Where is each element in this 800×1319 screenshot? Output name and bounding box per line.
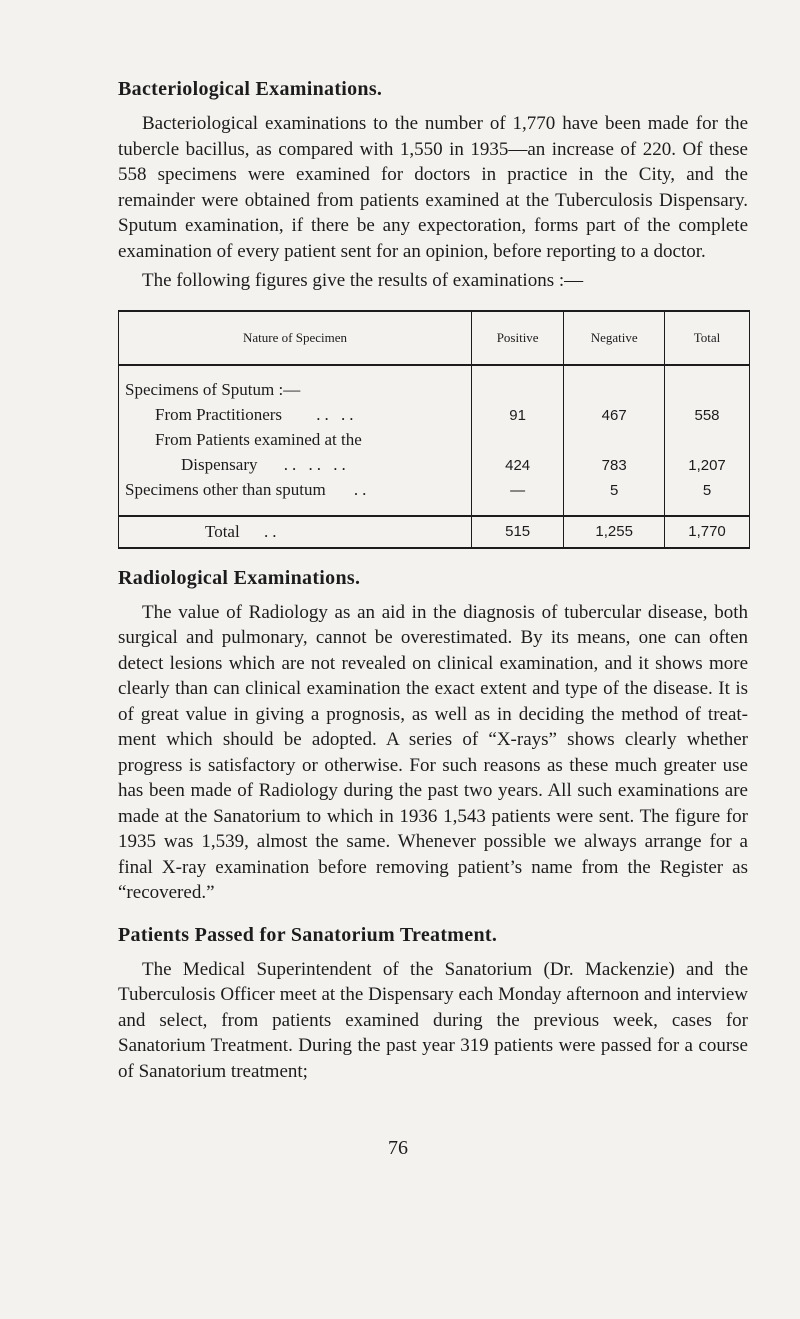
table-total-row: [119, 516, 750, 548]
row-label-dispensary: Dispensary: [181, 455, 258, 474]
table-row: [119, 453, 750, 478]
cell-negative: 5: [564, 478, 665, 516]
cell-negative: 783: [564, 453, 665, 478]
results-table: [118, 310, 750, 549]
table-row: [119, 428, 750, 453]
cell-total: 558: [665, 403, 750, 428]
paragraph-patients-passed: The Medical Superintendent of the Sanatorium (Dr. Mackenzie) and the Tuberculosis Officer meet at the Dispensary each Monday afternoon and interview and select, from patients examined during the previous week, cases for Sanatorium Treatment. During the past year 319 patients were passed for a course of Sanatorium treatment;: [118, 958, 748, 1082]
page-number: 76: [388, 1137, 408, 1159]
table-row: [119, 403, 750, 428]
heading-bacteriological: Bacteriological Examinations.: [118, 78, 383, 100]
cell-negative: 467: [564, 403, 665, 428]
row-label-patients-line1: From Patients examined at the: [155, 430, 362, 449]
cell-positive: —: [472, 478, 564, 516]
total-total: 1,770: [665, 516, 750, 548]
cell-positive: 91: [472, 403, 564, 428]
cell-total: 5: [665, 478, 750, 516]
header-total: Total: [665, 311, 750, 365]
heading-patients-passed: Patients Passed for Sanatorium Treatment.: [118, 923, 498, 946]
total-negative: 1,255: [564, 516, 665, 548]
group-label: Specimens of Sputum :—: [125, 380, 301, 399]
total-positive: 515: [472, 516, 564, 548]
table-row: [119, 478, 750, 516]
table-row: [119, 365, 750, 403]
row-label-practitioners: From Practitioners: [155, 405, 283, 424]
header-specimen: Nature of Specimen: [119, 311, 472, 365]
paragraph-figures-intro: The following figures give the results of examinations :—: [142, 270, 584, 291]
cell-total: 1,207: [665, 453, 750, 478]
header-negative: Negative: [564, 311, 665, 365]
total-label: Total: [205, 521, 240, 541]
header-positive: Positive: [472, 311, 564, 365]
row-label-other: Specimens other than sputum: [125, 480, 326, 499]
paragraph-bacteriological: Bacteriological examinations to the number of 1,770 have been made for the tubercle bacillus, as compared with 1,550 in 1935—an increase of 220. Of these 558 specimens were examined for doctors in practice in the City, and the remainder were obtained from patients examined at the Tuberculosis Dispensary. Sputum examination, if there be any expectoration, forms part of the complete examination of every patient sent for an opinion, before reporting to a doctor.: [118, 113, 748, 262]
leader-dots: ..: [353, 480, 371, 499]
leader-dots: ..: [263, 521, 281, 541]
page-content: [118, 78, 748, 1084]
leader-dots: .. .. ..: [283, 455, 350, 474]
cell-positive: 424: [472, 453, 564, 478]
heading-radiological: Radiological Examinations.: [118, 566, 361, 589]
leader-dots: .. ..: [316, 405, 358, 424]
table-header-row: [119, 311, 750, 365]
paragraph-radiological: The value of Radiology as an aid in the diagnosis of tubercular disease, both surgical and pulmonary, cannot be overestimated. By its means, one can often detect lesions which are not revealed on clinical examination, and it shows more clearly than can clinical examination the exact extent and type of the disease. It is of great value in giving a prognosis, as well as in deciding the method of treat- ment which should be adopted. A series of “X-rays” shows clearly whether progress is satisfactory or otherwise. For such reasons as these much greater use has been made of Radiology during the past two years. All such examinations are made at the Sanatorium to which in 1936 1,543 patients were sent. The figure for 1935 was 1,539, almost the same. Whenever possible we always arrange for a final X-ray examination before removing patient’s name from the Register as “recovered.”: [118, 601, 748, 903]
